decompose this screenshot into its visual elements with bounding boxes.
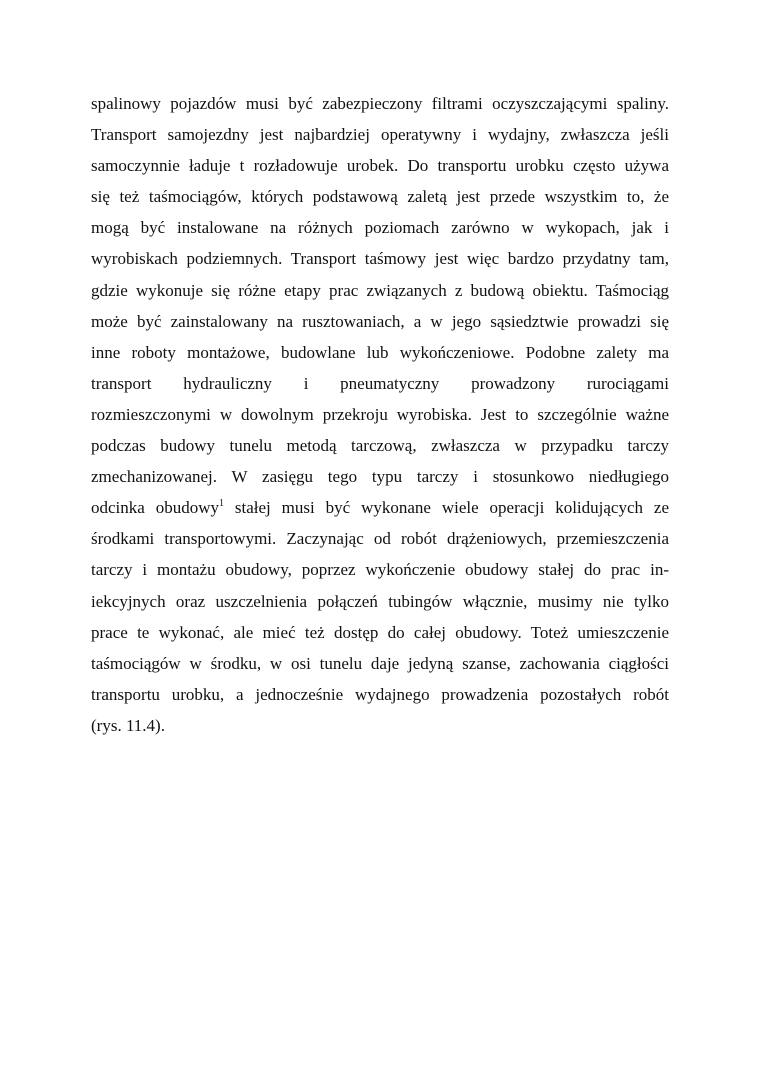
- text-line-14: [91, 492, 669, 523]
- text-line-15: środkami transportowymi. Zaczynając od robót drążeniowych, przemieszczenia: [91, 529, 669, 549]
- text-line-14-after: stałej musi być wykonane wiele operacji kolidujących ze: [224, 498, 669, 518]
- text-line-12: podczas budowy tunelu metodą tarczową, zwłaszcza w przypadku tarczy: [91, 436, 669, 456]
- text-line-7: gdzie wykonuje się różne etapy prac związanych z budową obiektu. Taśmociąg: [91, 280, 669, 300]
- text-line-14-before: odcinka obudowy: [91, 498, 219, 518]
- text-line-1: spalinowy pojazdów musi być zabezpieczony filtrami oczyszczającymi spaliny.: [91, 94, 669, 113]
- text-line-2: Transport samojezdny jest najbardziej operatywny i wydajny, zwłaszcza jeśli: [91, 125, 669, 145]
- text-line-19: taśmociągów w środku, w osi tunelu daje jedyną szanse, zachowania ciągłości: [91, 653, 669, 673]
- text-line-5: mogą być instalowane na różnych poziomach zarówno w wykopach, jak i: [91, 218, 669, 238]
- text-line-3: samoczynnie ładuje t rozładowuje urobek. Do transportu urobku często używa: [91, 156, 669, 176]
- text-line-17: iekcyjnych oraz uszczelnienia połączeń tubingów włącznie, musimy nie tylko: [91, 591, 669, 611]
- text-line-9: inne roboty montażowe, budowlane lub wykończeniowe. Podobne zalety ma: [91, 342, 669, 362]
- text-line-8: może być zainstalowany na rusztowaniach, a w jego sąsiedztwie prowadzi się: [91, 311, 669, 331]
- text-line-13: zmechanizowanej. W zasięgu tego typu tarczy i stosunkowo niedługiego: [91, 467, 669, 487]
- text-line-10: transport hydrauliczny i pneumatyczny prowadzony rurociągami: [91, 373, 669, 393]
- text-line-4: się też taśmociągów, których podstawową zaletą jest przede wszystkim to, że: [91, 187, 669, 207]
- footnote-marker: 1: [219, 498, 224, 510]
- body-paragraph: [91, 88, 669, 741]
- text-line-16: tarczy i montażu obudowy, poprzez wykończenie obudowy stałej do prac in-: [91, 560, 669, 580]
- text-line-20: transportu urobku, a jednocześnie wydajnego prowadzenia pozostałych robót: [91, 684, 669, 704]
- text-line-6: wyrobiskach podziemnych. Transport taśmowy jest więc bardzo przydatny tam,: [91, 249, 669, 269]
- text-line-21: (rys. 11.4).: [91, 715, 165, 735]
- text-line-18: prace te wykonać, ale mieć też dostęp do całej obudowy. Toteż umieszczenie: [91, 622, 669, 642]
- text-line-11: rozmieszczonymi w dowolnym przekroju wyrobiska. Jest to szczególnie ważne: [91, 404, 669, 424]
